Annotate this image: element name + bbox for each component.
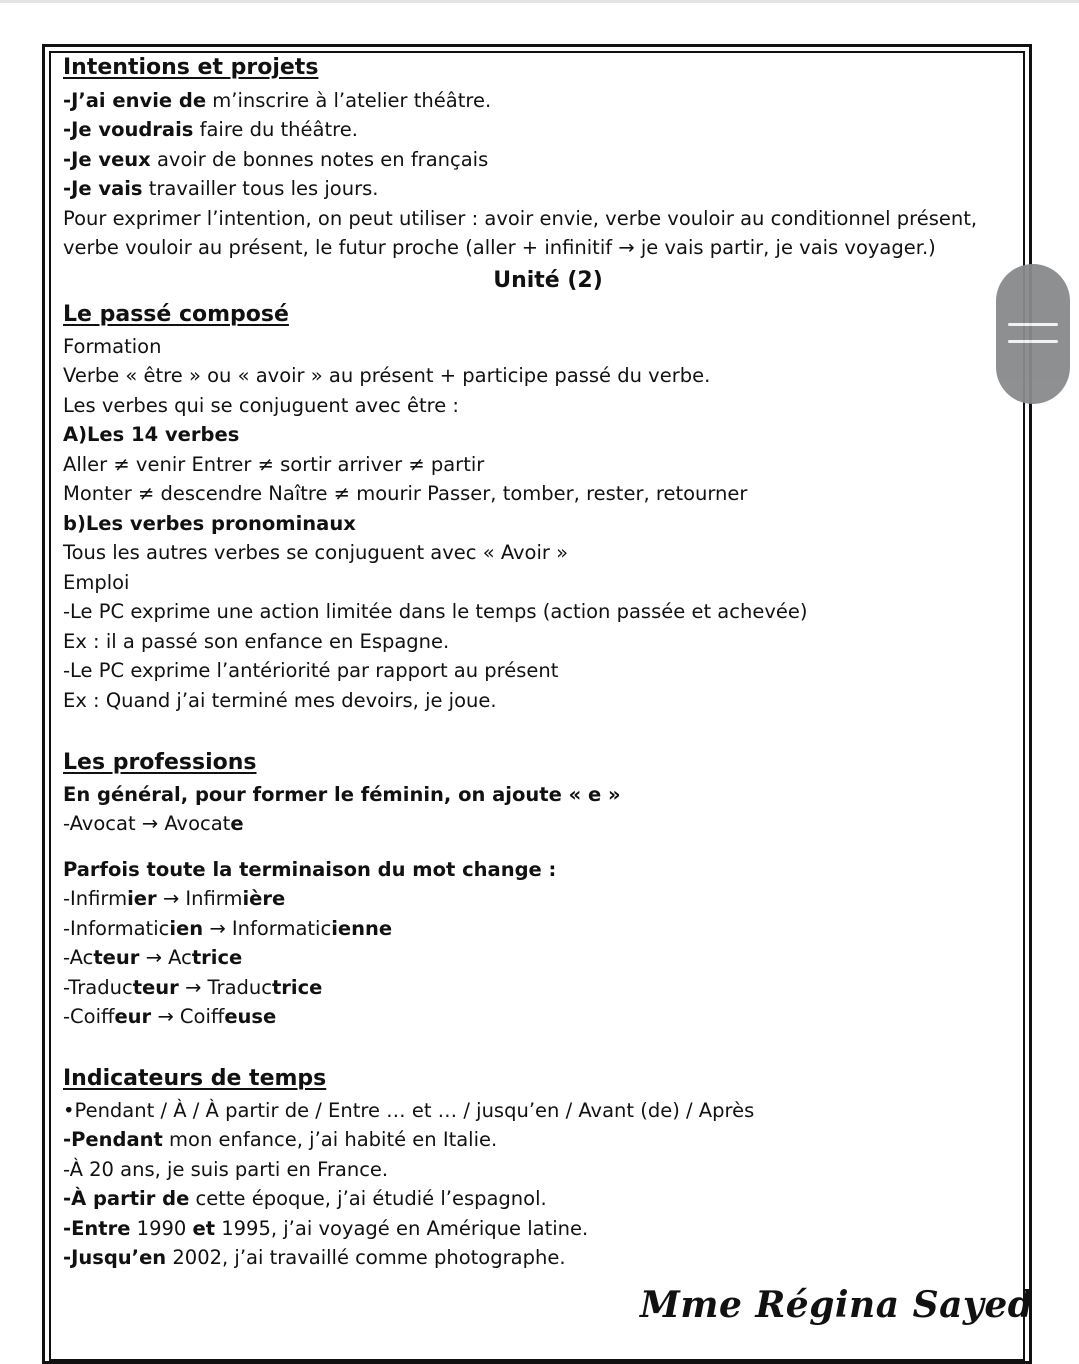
text-line: Monter ≠ descendre Naître ≠ mourir Passer, tomber, rester, retourner	[63, 482, 748, 505]
grip-line-icon	[1008, 340, 1058, 343]
signature: Mme Régina Sayed	[640, 1284, 1034, 1326]
text-line: -Jusqu’en 2002, j’ai travaillé comme photographe.	[63, 1246, 566, 1269]
subheading: b)Les verbes pronominaux	[63, 512, 356, 535]
text-line: -Coiffeur → Coiffeuse	[63, 1005, 277, 1028]
text-line: -À partir de cette époque, j’ai étudié l’espagnol.	[63, 1187, 547, 1210]
text-line: -Acteur → Actrice	[63, 946, 243, 969]
text-line: Tous les autres verbes se conjuguent avec « Avoir »	[63, 541, 569, 564]
text-line: En général, pour former le féminin, on ajoute « e »	[63, 783, 621, 806]
scroll-handle[interactable]	[996, 264, 1070, 404]
heading-intentions: Intentions et projets	[63, 55, 319, 80]
text-line: -Je veux avoir de bonnes notes en français	[63, 148, 489, 171]
text-line: -Le PC exprime une action limitée dans le temps (action passée et achevée)	[63, 600, 808, 623]
text-line: -Pendant mon enfance, j’ai habité en Italie.	[63, 1128, 498, 1151]
heading-professions: Les professions	[63, 750, 257, 775]
text-line: •Pendant / À / À partir de / Entre … et … / jusqu’en / Avant (de) / Après	[63, 1099, 755, 1122]
text-line: Ex : Quand j’ai terminé mes devoirs, je joue.	[63, 689, 497, 712]
text-line: Verbe « être » ou « avoir » au présent + participe passé du verbe.	[63, 364, 711, 387]
heading-indicateurs: Indicateurs de temps	[63, 1066, 327, 1091]
text-line: -Infirmier → Infirmière	[63, 887, 286, 910]
text-line: Les verbes qui se conjuguent avec être :	[63, 394, 459, 417]
text-line: -Traducteur → Traductrice	[63, 976, 323, 999]
text-line: -Avocat → Avocate	[63, 812, 244, 835]
text-line: Pour exprimer l’intention, on peut utiliser : avoir envie, verbe vouloir au conditionnel présent,	[63, 207, 978, 230]
text-line: Formation	[63, 335, 162, 358]
text-line: -Entre 1990 et 1995, j’ai voyagé en Amérique latine.	[63, 1217, 589, 1240]
text-line: -Je vais travailler tous les jours.	[63, 177, 379, 200]
text-line: Ex : il a passé son enfance en Espagne.	[63, 630, 450, 653]
text-line: -Je voudrais faire du théâtre.	[63, 118, 358, 141]
grip-line-icon	[1008, 323, 1058, 326]
top-bar	[0, 0, 1079, 3]
subheading: A)Les 14 verbes	[63, 423, 240, 446]
text-line: verbe vouloir au présent, le futur proche (aller + infinitif → je vais partir, je vais voyager.)	[63, 236, 936, 259]
text-line: Aller ≠ venir Entrer ≠ sortir arriver ≠ partir	[63, 453, 485, 476]
heading-passe-compose: Le passé composé	[63, 302, 289, 327]
text-line: Emploi	[63, 571, 130, 594]
text-line: Parfois toute la terminaison du mot change :	[63, 858, 557, 881]
text-line: -Informaticien → Informaticienne	[63, 917, 393, 940]
text-line: -À 20 ans, je suis parti en France.	[63, 1158, 389, 1181]
text-line: -Le PC exprime l’antériorité par rapport au présent	[63, 659, 559, 682]
text-line: -J’ai envie de m’inscrire à l’atelier théâtre.	[63, 89, 492, 112]
unit-title: Unité (2)	[493, 268, 603, 293]
